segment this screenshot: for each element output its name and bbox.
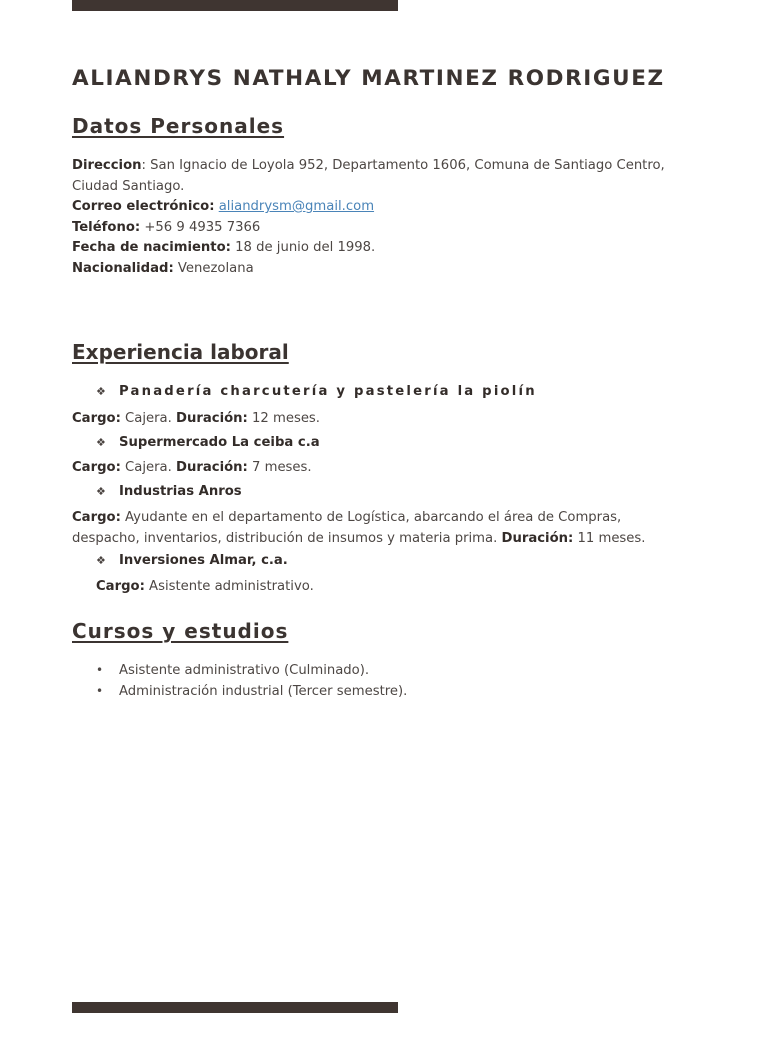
course-text: Asistente administrativo (Culminado). [119,663,370,678]
diamond-bullet-icon: ❖ [96,554,106,567]
nationality-value: Venezolana [173,260,254,276]
personal-data-block [72,156,712,279]
section-title-experience: Experiencia laboral [72,340,289,364]
job-company-name: Supermercado La ceiba c.a [119,435,320,450]
top-decorative-bar [72,0,398,11]
diamond-bullet-icon: ❖ [96,485,106,498]
job-details-2 [72,458,672,479]
job-company-3 [96,484,242,499]
cargo-value: Ayudante en el departamento de Logística, abarcando el área de Compras, despacho, inventarios, distribución de insumos y materia prima. [72,510,622,546]
birth-date-label: Fecha de nacimiento: [72,240,231,255]
duration-label: Duración: [176,460,248,475]
job-company-name: Industrias Anros [119,484,242,499]
courses-list [96,660,407,702]
cargo-value: Cajera. [120,460,177,475]
phone-value: +56 9 4935 7366 [140,219,261,235]
email-label: Correo electrónico: [72,199,215,214]
duration-label: Duración: [501,530,574,546]
section-title-personal: Datos Personales [72,114,285,138]
candidate-name: ALIANDRYS NATHALY MARTINEZ RODRIGUEZ [72,66,665,91]
cargo-value: Cajera. [120,411,177,426]
section-title-courses: Cursos y estudios [72,619,289,643]
diamond-bullet-icon: ❖ [96,436,106,449]
cargo-label: Cargo: [72,411,121,426]
cargo-label: Cargo: [96,579,145,594]
email-line [72,197,712,218]
nationality-label: Nacionalidad: [72,260,174,276]
course-text: Administración industrial (Tercer semestre). [119,684,408,699]
job-details-3 [72,508,672,549]
job-company-name: Panadería charcutería y pastelería la piolín [119,384,537,399]
job-details-1 [72,409,672,430]
round-bullet-icon: • [96,663,104,677]
job-details-4 [96,577,696,598]
nationality-line [72,259,712,280]
duration-value: 12 meses. [247,411,320,426]
list-item [96,681,407,702]
birth-date-line [72,238,712,259]
cargo-label: Cargo: [72,510,121,525]
job-company-4 [96,553,288,568]
birth-date-value: 18 de junio del 1998. [230,240,376,255]
job-company-1 [96,384,537,399]
address-label: Direccion [72,158,142,173]
cargo-value: Asistente administrativo. [144,579,314,594]
round-bullet-icon: • [96,684,104,698]
diamond-bullet-icon: ❖ [96,385,106,398]
job-company-2 [96,435,320,450]
address-line [72,156,712,197]
duration-label: Duración: [176,411,248,426]
phone-line [72,218,712,239]
email-link[interactable]: aliandrysm@gmail.com [218,199,375,214]
address-value: : San Ignacio de Loyola 952, Departamento 1606, Comuna de Santiago Centro, Ciudad Santiago. [72,158,665,194]
bottom-decorative-bar [72,1002,398,1013]
list-item [96,660,407,681]
duration-value: 11 meses. [573,530,646,546]
cargo-label: Cargo: [72,460,121,475]
job-company-name: Inversiones Almar, c.a. [119,553,288,568]
duration-value: 7 meses. [247,460,312,475]
phone-label: Teléfono: [72,219,141,235]
